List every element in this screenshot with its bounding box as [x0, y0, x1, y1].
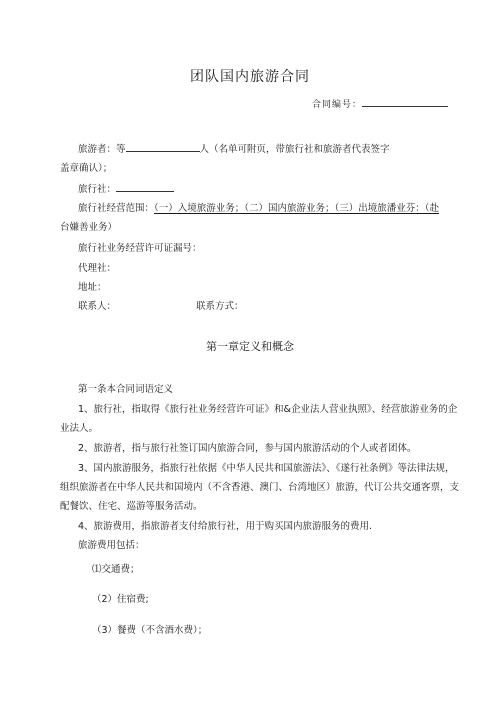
paragraph-4: 4、旅游费用，指旅游者支付给旅行社，用于购买国内旅游服务的费用. — [78, 521, 373, 532]
agency-label: 旅行社： — [78, 184, 117, 195]
chapter-heading: 第一章定义和概念 — [206, 340, 294, 353]
document-title: 团队国内旅游合同 — [190, 69, 310, 85]
fee-item-1: ⑴交通费； — [92, 564, 140, 575]
agency-blank — [116, 183, 174, 192]
fees-intro: 旅游费用包括： — [78, 540, 145, 551]
contract-number — [312, 97, 448, 110]
contract-number-label: 合同编号： — [311, 100, 362, 110]
fee-item-3: （3）餐费（不含酒水费）； — [92, 625, 208, 636]
tourist-line — [78, 141, 390, 155]
tourist-count-blank — [126, 143, 200, 152]
agency-line — [78, 181, 174, 195]
tourist-prefix: 旅游者：等 — [78, 144, 126, 155]
contact-method-line: 联系方式： — [196, 301, 244, 312]
scope-line — [78, 200, 439, 214]
scope-label: 旅行社经营范围： — [78, 203, 155, 214]
scope-line-cont: 台嫌善业务） — [60, 222, 118, 233]
paragraph-1-cont: 业法人。 — [60, 423, 99, 434]
contract-number-blank — [362, 98, 448, 107]
paragraph-3: 3、国内旅游服务，指旅行社依据《中华人民共和国旅游法》、《遂行社条例》等法律法规， — [78, 463, 455, 474]
paragraph-1: 1、旅行社，指取得《旅行社业务经营许可证》和&企业法人营业执照》、经营旅游业务的企 — [78, 404, 458, 415]
agent-line: 代理社： — [78, 263, 117, 274]
fee-item-2: （2）住宿费; — [92, 594, 149, 605]
tourist-line-cont: 盖章确认）； — [60, 163, 113, 174]
scope-items: （一）入境旅游业务；（二）国内旅游业务；（三）出境旅潘业芬：（赴 — [154, 203, 440, 214]
paragraph-3-cont-1: 组织旅游者在中华人民共和国境内（不含香港、澳门、台湾地区）旅游，代订公共交通客票，支 — [60, 482, 460, 493]
paragraph-2: 2、旅游者，指与旅行社签订国内旅游合同，参与国内旅游活动的个人或者团体。 — [78, 443, 417, 454]
tourist-suffix: 人（名单可附页，带旅行社和旅游者代表签字 — [199, 144, 390, 155]
paragraph-3-cont-2: 配餐饮、住宅、巡游等服务活动。 — [60, 501, 203, 512]
license-line: 旅行社业务经营许可证漏号： — [78, 243, 202, 254]
address-line: 地址： — [78, 282, 107, 293]
contact-person-line: 联系人： — [78, 301, 117, 312]
article-heading: 第一条本合同词语定义 — [78, 384, 174, 395]
